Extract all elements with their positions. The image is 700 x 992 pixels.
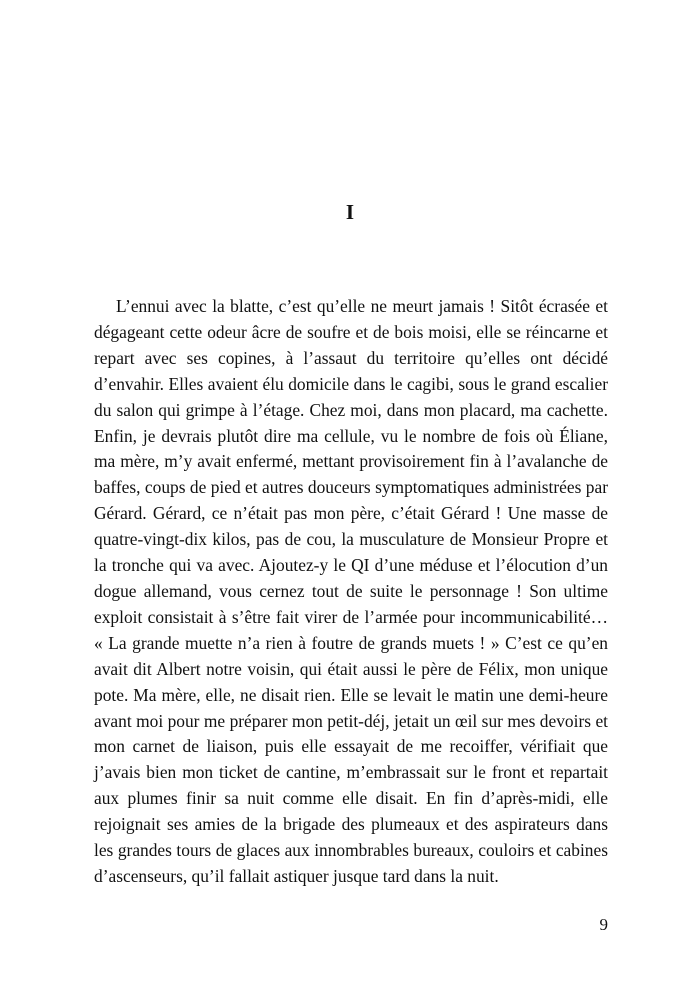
chapter-heading: I bbox=[345, 200, 355, 224]
body-paragraph: L’ennui avec la blatte, c’est qu’elle ne meurt jamais ! Sitôt écrasée et dégageant cette odeur âcre de soufre et de bois moisi, elle se réincarne et repart avec ses copines, à l’assaut du territoire qu’elles ont décidé d’envahir. Elles avaient élu domicile dans le cagibi, sous le grand escalier du salon qui grimpe à l’étage. Chez moi, dans mon placard, ma cachette. Enfin, je devrais plutôt dire ma cellule, vu le nombre de fois où Éliane, ma mère, m’y avait enfermé, mettant provisoirement fin à l’avalanche de baffes, coups de pied et autres douceurs symptomatiques administrées par Gérard. Gérard, ce n’était pas mon père, c’était Gérard ! Une masse de quatre-vingt-dix kilos, pas de cou, la musculature de Monsieur Propre et la tronche qui va avec. Ajoutez-y le QI d’une méduse et l’élocution d’un dogue allemand, vous cernez tout de suite le personnage ! Son ultime exploit consistait à s’être fait virer de l’armée pour incommunicabilité… « La grande muette n’a rien à foutre de grands muets ! » C’est ce qu’en avait dit Albert notre voisin, qui était aussi le père de Félix, mon unique pote. Ma mère, elle, ne disait rien. Elle se levait le matin une demi-heure avant moi pour me préparer mon petit-déj, jetait un œil sur mes devoirs et mon carnet de liaison, puis elle essayait de me recoiffer, vérifiait que j’avais bien mon ticket de cantine, m’embrassait sur le front et repartait aux plumes finir sa nuit comme elle disait. En fin d’après-midi, elle rejoignait ses amies de la brigade des plumeaux et des aspirateurs dans les grandes tours de glaces aux innombrables bureaux, couloirs et cabines d’ascenseurs, qu’il fallait astiquer jusque tard dans la nuit. bbox=[94, 296, 608, 886]
page-number: 9 bbox=[599, 915, 608, 934]
